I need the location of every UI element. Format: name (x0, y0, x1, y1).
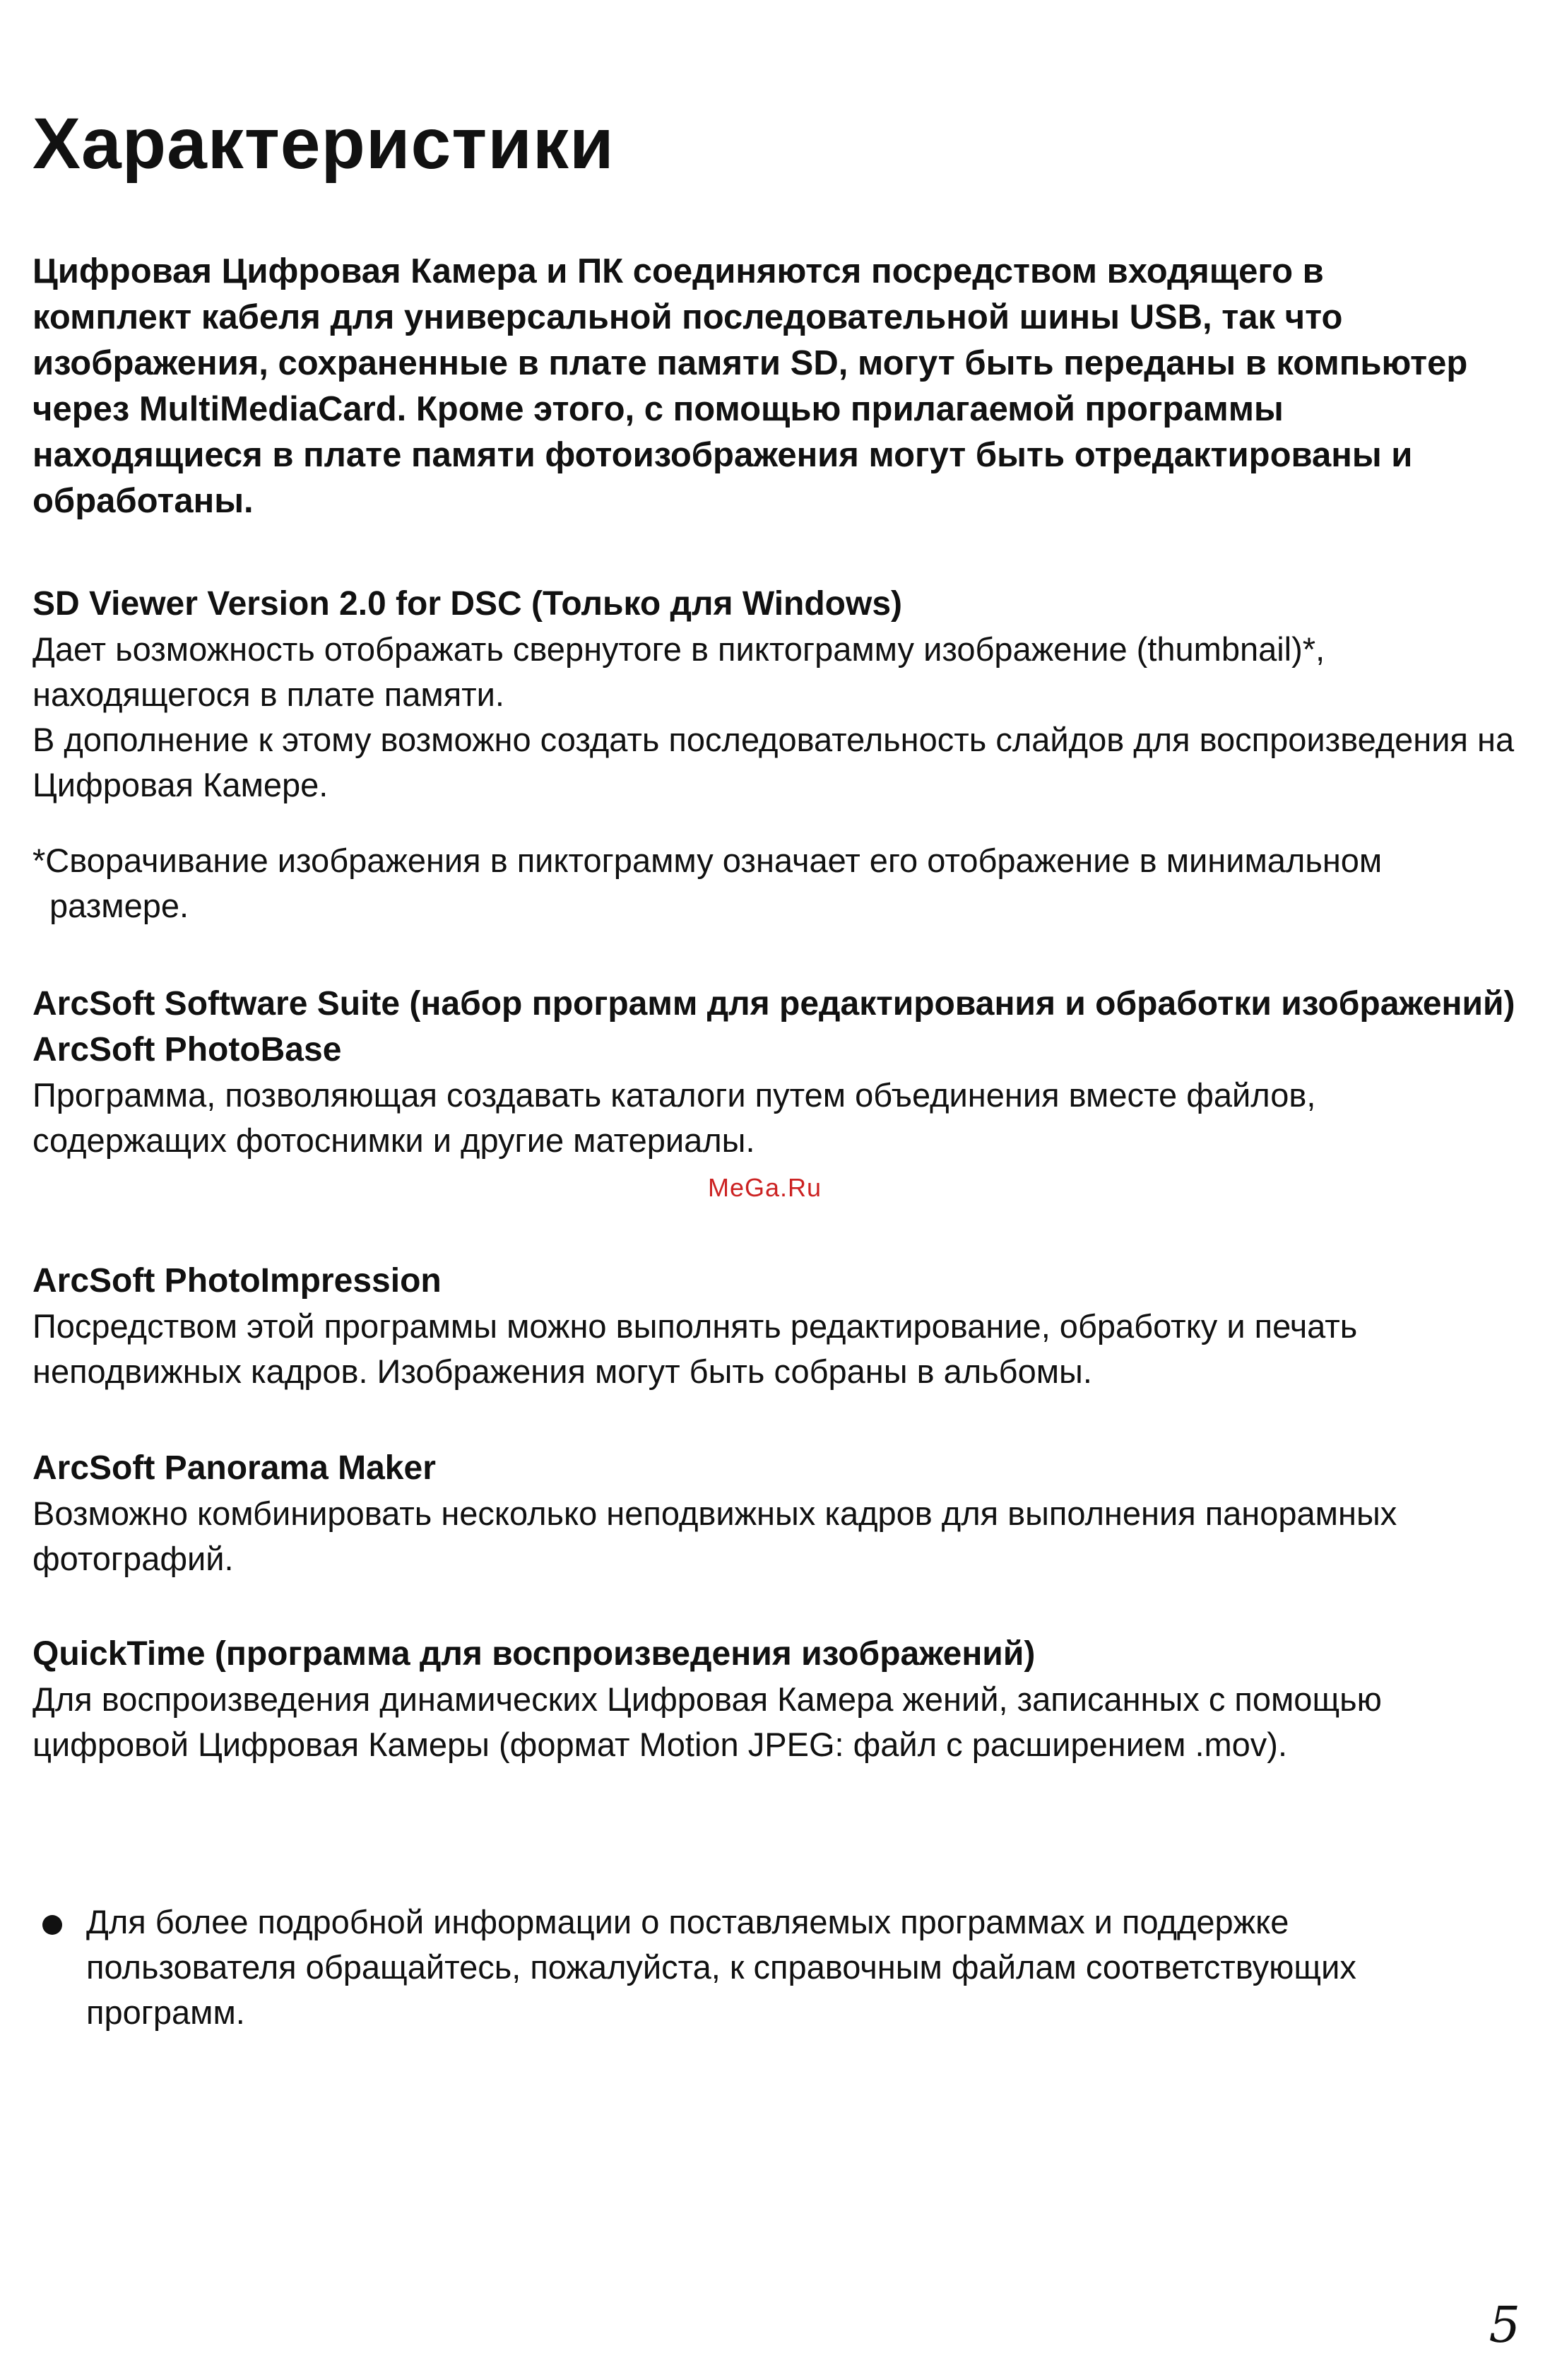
page-number: 5 (1489, 2296, 1520, 2354)
sd-viewer-text-1: Дает ьозможность отображать свернутоге в пиктограмму изображение (thumbnail)*, находящегося в плате памяти. (32, 630, 1325, 713)
photobase-heading: ArcSoft PhotoBase (32, 1031, 342, 1068)
bullet-note-text: Для более подробной информации о поставляемых программах и поддержке пользователя обращайтесь, пожалуйста, к справочным файлам соответствующих программ. (86, 1903, 1356, 2031)
page-title: Характеристики (32, 103, 615, 184)
intro-paragraph: Цифровая Цифровая Камера и ПК соединяются посредством входящего в комплект кабеля для универсальной последовательной шины USB, так что изображения, сохраненные в плате памяти SD, могут быть переданы в компьютер через MultiMediaCard. Кроме этого, с помощью прилагаемой программы находящиеся в плате памяти фотоизображения могут быть отредактированы и обработаны. (32, 252, 1468, 520)
panorama-maker-heading: ArcSoft Panorama Maker (32, 1449, 436, 1487)
thumbnail-footnote: *Сворачивание изображения в пиктограмму означает его отображение в минимальном размере. (32, 842, 1383, 924)
quicktime-text: Для воспроизведения динамических Цифровая Камера жений, записанных с помощью цифровой Цифровая Камеры (формат Motion JPEG: файл с расширением .mov). (32, 1680, 1382, 1763)
photoimpression-section (32, 1258, 1516, 1394)
photoimpression-text: Посредством этой программы можно выполнять редактирование, обработку и печать неподвижных кадров. Изображения могут быть собраны в альбомы. (32, 1307, 1358, 1390)
quicktime-heading: QuickTime (программа для воспроизведения изображений) (32, 1635, 1036, 1673)
sd-viewer-section (32, 581, 1516, 808)
site-watermark: MeGa.Ru (708, 1173, 822, 1202)
bullet-note (42, 1899, 1526, 2035)
panorama-maker-text: Возможно комбинировать несколько неподвижных кадров для выполнения панорамных фотографий. (32, 1495, 1397, 1577)
photoimpression-heading: ArcSoft PhotoImpression (32, 1262, 442, 1300)
photobase-text: Программа, позволяющая создавать каталоги путем объединения вместе файлов, содержащих фотоснимки и другие материалы. (32, 1076, 1316, 1159)
arcsoft-suite-section (32, 981, 1516, 1163)
sd-viewer-heading: SD Viewer Version 2.0 for DSC (Только для Windows) (32, 585, 903, 623)
quicktime-section (32, 1631, 1516, 1767)
sd-viewer-text-2: В дополнение к этому возможно создать последовательность слайдов для воспроизведения на Цифровая Камере. (32, 721, 1515, 803)
panorama-maker-section (32, 1445, 1516, 1581)
bullet-dot-icon (42, 1915, 62, 1935)
arcsoft-suite-heading: ArcSoft Software Suite (набор программ для редактирования и обработки изображений) (32, 985, 1515, 1023)
